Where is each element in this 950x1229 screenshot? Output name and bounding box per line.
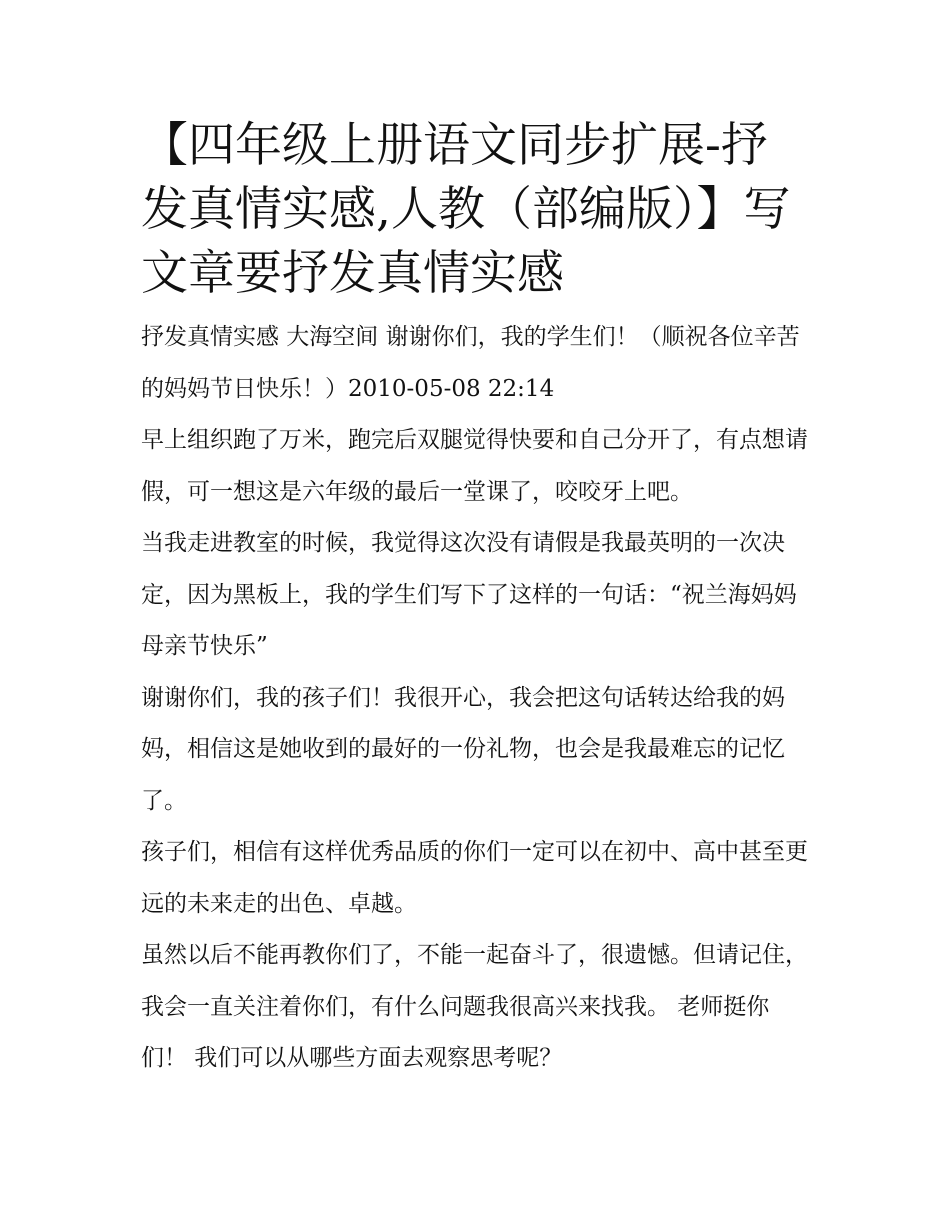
paragraph-intro: 抒发真情实感 大海空间 谢谢你们，我的学生们！（顺祝各位辛苦的妈妈节日快乐！）2010-05-08 22:14 [141, 324, 800, 402]
paragraph-morning-run: 早上组织跑了万米，跑完后双腿觉得快要和自己分开了，有点想请假，可一想这是六年级的最后一堂课了，咬咬牙上吧。 [141, 427, 808, 505]
paragraph-farewell: 虽然以后不能再教你们了，不能一起奋斗了，很遗憾。但请记住，我会一直关注着你们，有什么问题我很高兴来找我。 老师挺你们！ 我们可以从哪些方面去观察思考呢？ [141, 942, 808, 1071]
paragraph-blackboard: 当我走进教室的时候，我觉得这次没有请假是我最英明的一次决定，因为黑板上，我的学生们写下了这样的一句话：“祝兰海妈妈母亲节快乐” [141, 530, 797, 659]
document-page [141, 114, 813, 1085]
paragraph-future: 孩子们，相信有这样优秀品质的你们一定可以在初中、高中甚至更远的未来走的出色、卓越。 [141, 839, 808, 917]
document-title: 【四年级上册语文同步扩展-抒发真情实感,人教（部编版）】写文章要抒发真情实感 [141, 118, 791, 301]
paragraph-thanks: 谢谢你们，我的孩子们！我很开心，我会把这句话转达给我的妈妈，相信这是她收到的最好的一份礼物，也会是我最难忘的记忆了。 [141, 684, 785, 814]
